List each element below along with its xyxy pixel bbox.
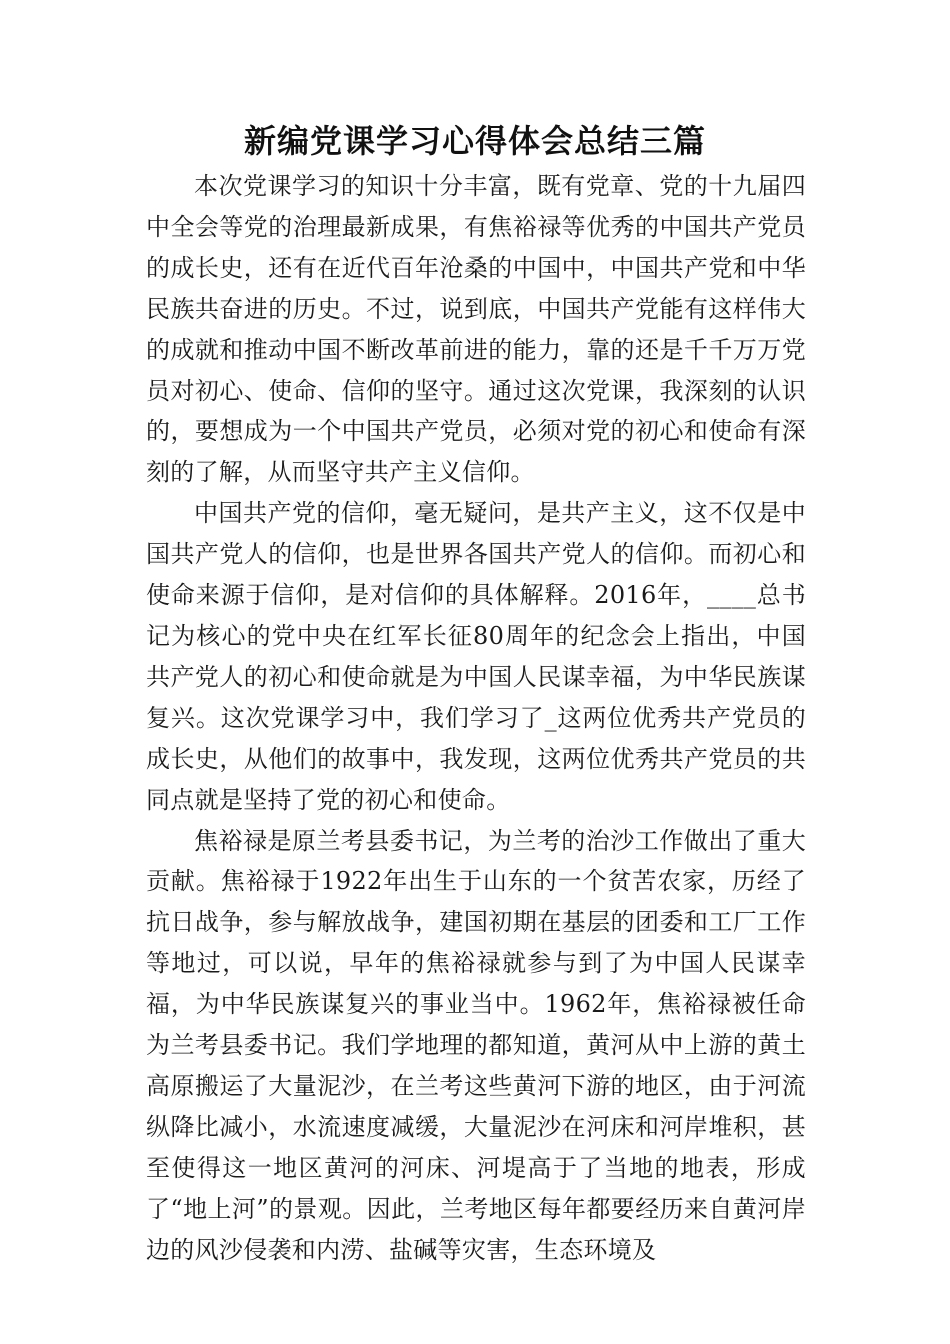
paragraph-2: 中国共产党的信仰，毫无疑问，是共产主义，这不仅是中国共产党人的信仰，也是世界各国共产党人的信仰。而初心和使命来源于信仰，是对信仰的具体解释。2016年，____总书记为核心的党中央在红军长征80周年的纪念会上指出，中国共产党人的初心和使命就是为中国人民谋幸福，为中华民族谋复兴。这次党课学习中，我们学习了_这两位优秀共产党员的成长史，从他们的故事中，我发现，这两位优秀共产党员的共同点就是坚持了党的初心和使命。 [146,499,806,814]
paragraph-3: 焦裕禄是原兰考县委书记，为兰考的治沙工作做出了重大贡献。焦裕禄于1922年出生于山东的一个贫苦农家，历经了抗日战争，参与解放战争，建国初期在基层的团委和工厂工作等地过，可以说，早年的焦裕禄就参与到了为中国人民谋幸福，为中华民族谋复兴的事业当中。1962年，焦裕禄被任命为兰考县委书记。我们学地理的都知道，黄河从中上游的黄土高原搬运了大量泥沙，在兰考这些黄河下游的地区，由于河流纵降比减小，水流速度减缓，大量泥沙在河床和河岸堆积，甚至使得这一地区黄河的河床、河堤高于了当地的地表，形成了“地上河”的景观。因此，兰考地区每年都要经历来自黄河岸边的风沙侵袭和内涝、盐碱等灾害，生态环境及 [146,826,806,1264]
document-title: 新编党课学习心得体会总结三篇 [243,122,706,160]
document-body [146,166,806,1270]
paragraph-1: 本次党课学习的知识十分丰富，既有党章、党的十九届四中全会等党的治理最新成果，有焦裕禄等优秀的中国共产党员的成长史，还有在近代百年沧桑的中国中，中国共产党和中华民族共奋进的历史。不过，说到底，中国共产党能有这样伟大的成就和推动中国不断改革前进的能力，靠的还是千千万万党员对初心、使命、信仰的坚守。通过这次党课，我深刻的认识的，要想成为一个中国共产党员，必须对党的初心和使命有深刻的了解，从而坚守共产主义信仰。 [146,172,806,487]
